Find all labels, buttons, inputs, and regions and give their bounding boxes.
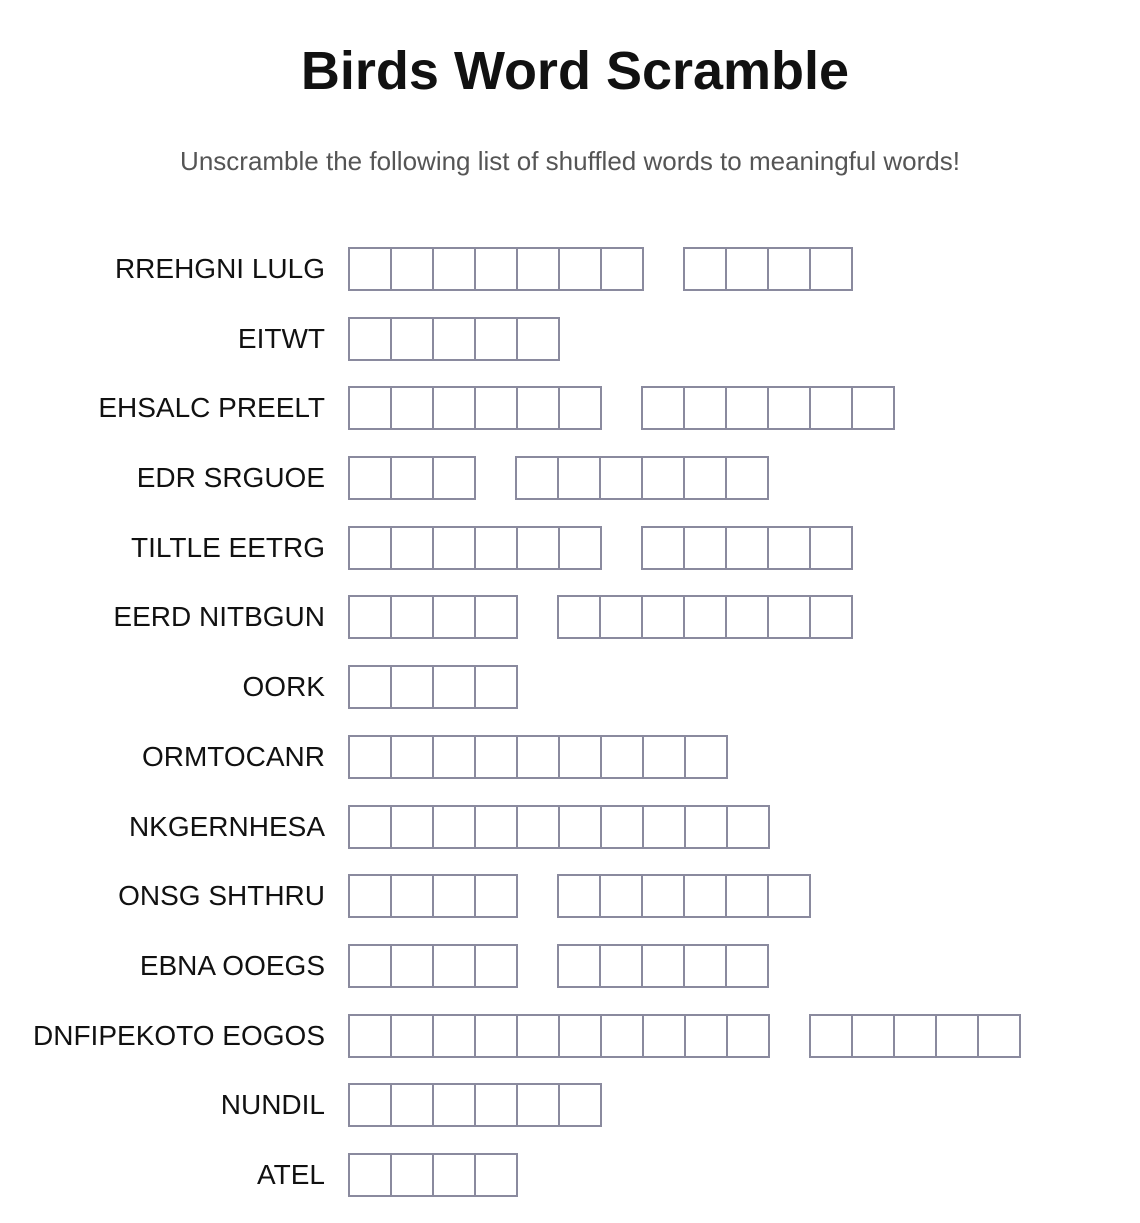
letter-box[interactable]	[809, 247, 853, 291]
letter-box[interactable]	[432, 595, 476, 639]
letter-box[interactable]	[348, 456, 392, 500]
letter-box[interactable]	[683, 456, 727, 500]
letter-box[interactable]	[767, 386, 811, 430]
letter-box[interactable]	[516, 1083, 560, 1127]
letter-box[interactable]	[641, 386, 685, 430]
letter-box[interactable]	[390, 595, 434, 639]
puzzle-row	[0, 1014, 1140, 1058]
letter-box[interactable]	[348, 1083, 392, 1127]
puzzle-row	[0, 386, 1140, 430]
letter-box[interactable]	[725, 526, 769, 570]
answer-word	[641, 386, 893, 430]
letter-box[interactable]	[683, 386, 727, 430]
answer-words	[348, 526, 892, 570]
letter-box[interactable]	[474, 317, 518, 361]
letter-box[interactable]	[557, 874, 601, 918]
letter-box[interactable]	[474, 526, 518, 570]
answer-word	[348, 386, 600, 430]
scrambled-clue: EHSALC PREELT	[98, 392, 325, 424]
puzzle-row	[0, 456, 1140, 500]
letter-box[interactable]	[390, 874, 434, 918]
letter-box[interactable]	[348, 735, 392, 779]
letter-box[interactable]	[557, 456, 601, 500]
letter-box[interactable]	[348, 805, 392, 849]
letter-box[interactable]	[348, 317, 392, 361]
letter-box[interactable]	[726, 1014, 770, 1058]
answer-word	[348, 665, 516, 709]
letter-box[interactable]	[432, 1083, 476, 1127]
letter-box[interactable]	[558, 805, 602, 849]
puzzle-row	[0, 1153, 1140, 1197]
letter-box[interactable]	[432, 386, 476, 430]
letter-box[interactable]	[516, 805, 560, 849]
scrambled-clue: OORK	[242, 671, 325, 703]
letter-box[interactable]	[558, 247, 602, 291]
answer-words	[348, 456, 808, 500]
letter-box[interactable]	[474, 735, 518, 779]
letter-box[interactable]	[516, 526, 560, 570]
letter-box[interactable]	[516, 1014, 560, 1058]
answer-word	[348, 805, 768, 849]
letter-box[interactable]	[725, 944, 769, 988]
letter-box[interactable]	[390, 1153, 434, 1197]
letter-box[interactable]	[557, 944, 601, 988]
letter-box[interactable]	[474, 1014, 518, 1058]
letter-box[interactable]	[600, 247, 644, 291]
letter-box[interactable]	[599, 456, 643, 500]
letter-box[interactable]	[432, 456, 476, 500]
letter-box[interactable]	[474, 874, 518, 918]
letter-box[interactable]	[474, 247, 518, 291]
scrambled-clue: RREHGNI LULG	[114, 253, 325, 284]
answer-word	[348, 944, 516, 988]
scrambled-clue: NUNDIL	[220, 1089, 325, 1121]
answer-words	[348, 247, 892, 291]
letter-box[interactable]	[390, 805, 434, 849]
letter-box[interactable]	[641, 456, 685, 500]
scrambled-clue: ORMTOCANR	[141, 740, 325, 772]
answer-word	[809, 1014, 1019, 1058]
answer-word	[348, 247, 642, 291]
scrambled-clue: ONSG SHTHRU	[118, 880, 325, 912]
letter-box[interactable]	[432, 665, 476, 709]
answer-words	[348, 944, 808, 988]
answer-words	[348, 735, 767, 779]
letter-box[interactable]	[641, 595, 685, 639]
letter-box[interactable]	[348, 1153, 392, 1197]
letter-box[interactable]	[474, 386, 518, 430]
letter-box[interactable]	[515, 456, 559, 500]
letter-box[interactable]	[432, 526, 476, 570]
puzzle-list	[0, 247, 1140, 1223]
letter-box[interactable]	[683, 944, 727, 988]
letter-box[interactable]	[683, 526, 727, 570]
letter-box[interactable]	[851, 386, 895, 430]
letter-box[interactable]	[725, 595, 769, 639]
scrambled-clue: EBNA OOEGS	[139, 949, 325, 981]
letter-box[interactable]	[809, 1014, 853, 1058]
puzzle-row	[0, 665, 1140, 709]
answer-word	[557, 874, 809, 918]
letter-box[interactable]	[642, 735, 686, 779]
letter-box[interactable]	[474, 1083, 518, 1127]
letter-box[interactable]	[683, 874, 727, 918]
answer-word	[348, 456, 474, 500]
letter-box[interactable]	[809, 386, 853, 430]
scrambled-clue: EITWT	[237, 322, 325, 354]
answer-word	[348, 735, 726, 779]
answer-words	[348, 805, 809, 849]
letter-box[interactable]	[599, 595, 643, 639]
letter-box[interactable]	[348, 944, 392, 988]
answer-word	[557, 595, 851, 639]
letter-box[interactable]	[600, 735, 644, 779]
answer-words	[348, 595, 892, 639]
answer-words	[348, 386, 934, 430]
letter-box[interactable]	[683, 247, 727, 291]
answer-word	[348, 595, 516, 639]
answer-words	[348, 665, 557, 709]
scrambled-clue: EERD NITBGUN	[113, 601, 325, 633]
letter-box[interactable]	[516, 247, 560, 291]
letter-box[interactable]	[683, 595, 727, 639]
puzzle-row	[0, 247, 1140, 291]
letter-box[interactable]	[474, 595, 518, 639]
letter-box[interactable]	[599, 874, 643, 918]
letter-box[interactable]	[390, 1014, 434, 1058]
puzzle-row	[0, 1083, 1140, 1127]
letter-box[interactable]	[516, 386, 560, 430]
puzzle-row	[0, 595, 1140, 639]
letter-box[interactable]	[432, 1014, 476, 1058]
letter-box[interactable]	[432, 944, 476, 988]
letter-box[interactable]	[558, 526, 602, 570]
letter-box[interactable]	[641, 944, 685, 988]
letter-box[interactable]	[516, 735, 560, 779]
letter-box[interactable]	[642, 1014, 686, 1058]
letter-box[interactable]	[767, 247, 811, 291]
letter-box[interactable]	[767, 874, 811, 918]
answer-words	[348, 317, 599, 361]
letter-box[interactable]	[977, 1014, 1021, 1058]
letter-box[interactable]	[684, 735, 728, 779]
puzzle-row	[0, 874, 1140, 918]
answer-word	[348, 526, 600, 570]
letter-box[interactable]	[348, 386, 392, 430]
puzzle-row	[0, 735, 1140, 779]
letter-box[interactable]	[474, 1153, 518, 1197]
letter-box[interactable]	[725, 456, 769, 500]
puzzle-row	[0, 317, 1140, 361]
letter-box[interactable]	[348, 247, 392, 291]
letter-box[interactable]	[599, 944, 643, 988]
letter-box[interactable]	[767, 526, 811, 570]
letter-box[interactable]	[809, 526, 853, 570]
answer-word	[348, 317, 558, 361]
letter-box[interactable]	[767, 595, 811, 639]
letter-box[interactable]	[558, 1083, 602, 1127]
puzzle-row	[0, 526, 1140, 570]
letter-box[interactable]	[348, 665, 392, 709]
answer-word	[348, 1014, 768, 1058]
puzzle-row	[0, 944, 1140, 988]
answer-words	[348, 1153, 557, 1197]
answer-words	[348, 1014, 1060, 1058]
letter-box[interactable]	[474, 805, 518, 849]
answer-word	[557, 944, 767, 988]
letter-box[interactable]	[557, 595, 601, 639]
letter-box[interactable]	[390, 247, 434, 291]
letter-box[interactable]	[390, 456, 434, 500]
letter-box[interactable]	[348, 1014, 392, 1058]
answer-words	[348, 1083, 641, 1127]
letter-box[interactable]	[348, 874, 392, 918]
scrambled-clue: NKGERNHESA	[128, 810, 325, 842]
letter-box[interactable]	[432, 735, 476, 779]
letter-box[interactable]	[390, 735, 434, 779]
puzzle-row	[0, 805, 1140, 849]
letter-box[interactable]	[432, 317, 476, 361]
letter-box[interactable]	[641, 874, 685, 918]
letter-box[interactable]	[348, 526, 392, 570]
letter-box[interactable]	[348, 595, 392, 639]
letter-box[interactable]	[684, 805, 728, 849]
answer-word	[348, 1083, 600, 1127]
answer-word	[348, 1153, 516, 1197]
letter-box[interactable]	[390, 526, 434, 570]
letter-box[interactable]	[600, 1014, 644, 1058]
letter-box[interactable]	[390, 944, 434, 988]
letter-box[interactable]	[474, 665, 518, 709]
letter-box[interactable]	[390, 317, 434, 361]
letter-box[interactable]	[851, 1014, 895, 1058]
letter-box[interactable]	[432, 805, 476, 849]
letter-box[interactable]	[684, 1014, 728, 1058]
letter-box[interactable]	[432, 874, 476, 918]
letter-box[interactable]	[390, 665, 434, 709]
letter-box[interactable]	[725, 247, 769, 291]
scrambled-clue: ATEL	[257, 1158, 325, 1190]
answer-word	[348, 874, 516, 918]
letter-box[interactable]	[935, 1014, 979, 1058]
letter-box[interactable]	[642, 805, 686, 849]
letter-box[interactable]	[725, 386, 769, 430]
answer-word	[641, 526, 851, 570]
letter-box[interactable]	[641, 526, 685, 570]
answer-words	[348, 874, 850, 918]
letter-box[interactable]	[725, 874, 769, 918]
scrambled-clue: EDR SRGUOE	[136, 462, 325, 494]
answer-word	[515, 456, 767, 500]
letter-box[interactable]	[893, 1014, 937, 1058]
letter-box[interactable]	[432, 247, 476, 291]
letter-box[interactable]	[809, 595, 853, 639]
letter-box[interactable]	[390, 386, 434, 430]
letter-box[interactable]	[726, 805, 770, 849]
letter-box[interactable]	[390, 1083, 434, 1127]
letter-box[interactable]	[600, 805, 644, 849]
answer-word	[683, 247, 851, 291]
page-title: Birds Word Scramble	[300, 41, 850, 101]
letter-box[interactable]	[558, 735, 602, 779]
page-subtitle: Unscramble the following list of shuffled words to meaningful words!	[180, 146, 960, 176]
letter-box[interactable]	[558, 1014, 602, 1058]
letter-box[interactable]	[558, 386, 602, 430]
scrambled-clue: TILTLE EETRG	[131, 531, 325, 563]
letter-box[interactable]	[432, 1153, 476, 1197]
scrambled-clue: DNFIPEKOTO EOGOS	[33, 1019, 325, 1051]
letter-box[interactable]	[516, 317, 560, 361]
letter-box[interactable]	[474, 944, 518, 988]
